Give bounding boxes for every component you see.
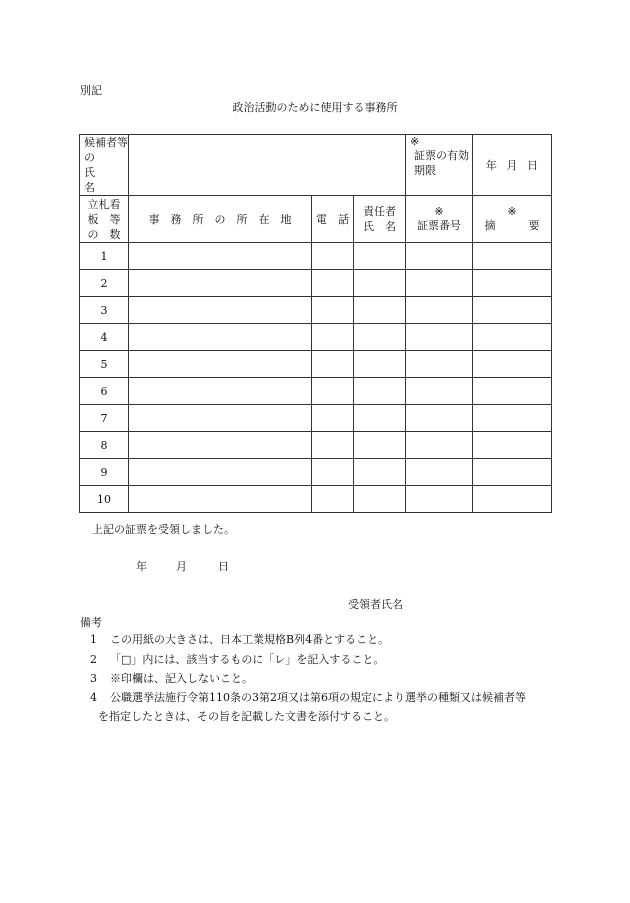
row-number-cell: 2: [80, 270, 129, 297]
header-label: 別記: [80, 84, 102, 97]
summary-cell[interactable]: [473, 405, 552, 432]
manager-cell[interactable]: [354, 351, 406, 378]
row-number-cell: 10: [80, 486, 129, 513]
table-row: [80, 432, 552, 459]
table-row: [80, 324, 552, 351]
candidate-name-label-cell: [80, 135, 129, 196]
address-cell[interactable]: [129, 405, 312, 432]
phone-cell[interactable]: [312, 324, 354, 351]
summary-cell[interactable]: [473, 378, 552, 405]
row-number-cell: 4: [80, 324, 129, 351]
cert-number-cell[interactable]: [406, 297, 473, 324]
signboard-header-line3: の 数: [87, 227, 121, 241]
remark-note-4: [90, 689, 526, 705]
manager-cell[interactable]: [354, 270, 406, 297]
candidate-row: [80, 135, 552, 196]
cert-validity-date-cell[interactable]: [473, 135, 552, 196]
cert-number-cell[interactable]: [406, 405, 473, 432]
acknowledgement-date: [136, 558, 229, 574]
acknowledgement-text: 上記の証票を受領しました。: [92, 523, 235, 536]
cert-number-cell[interactable]: [406, 270, 473, 297]
remark-note-3: [90, 670, 253, 686]
manager-cell[interactable]: [354, 432, 406, 459]
candidate-label-line1: 候補者等の: [84, 136, 128, 164]
ack-year: 年: [136, 560, 147, 573]
row-number-cell: 5: [80, 351, 129, 378]
col-header-summary: [473, 196, 552, 243]
cert-validity-mark: ※: [410, 135, 420, 148]
address-cell[interactable]: [129, 432, 312, 459]
validity-month: 月: [506, 158, 518, 172]
manager-cell[interactable]: [354, 459, 406, 486]
manager-cell[interactable]: [354, 405, 406, 432]
address-cell[interactable]: [129, 486, 312, 513]
ack-month: 月: [176, 560, 187, 573]
address-cell[interactable]: [129, 297, 312, 324]
phone-cell[interactable]: [312, 432, 354, 459]
note-number: 4: [90, 691, 97, 704]
candidate-label-line2: 氏 名: [84, 166, 128, 194]
recipient-name-label: 受領者氏名: [348, 598, 403, 611]
manager-cell[interactable]: [354, 486, 406, 513]
cert-number-cell[interactable]: [406, 459, 473, 486]
table-row: [80, 486, 552, 513]
row-number-cell: 9: [80, 459, 129, 486]
manager-cell[interactable]: [354, 297, 406, 324]
manager-cell[interactable]: [354, 378, 406, 405]
address-cell[interactable]: [129, 378, 312, 405]
summary-label: 摘 要: [484, 218, 540, 232]
address-cell[interactable]: [129, 351, 312, 378]
cert-number-cell[interactable]: [406, 378, 473, 405]
phone-cell[interactable]: [312, 243, 354, 270]
candidate-name-value-cell[interactable]: [129, 135, 406, 196]
phone-cell[interactable]: [312, 351, 354, 378]
note-number: 1: [90, 633, 97, 646]
signboard-header-line2: 板 等: [87, 212, 121, 226]
manager-cell[interactable]: [354, 243, 406, 270]
phone-cell[interactable]: [312, 378, 354, 405]
manager-cell[interactable]: [354, 324, 406, 351]
remark-note-2: [90, 651, 384, 667]
summary-cell[interactable]: [473, 351, 552, 378]
phone-cell[interactable]: [312, 486, 354, 513]
cert-number-cell[interactable]: [406, 486, 473, 513]
remark-note-1: [90, 631, 389, 647]
cert-number-cell[interactable]: [406, 351, 473, 378]
col-header-address: 事 務 所 の 所 在 地: [129, 196, 312, 243]
table-row: [80, 459, 552, 486]
note-text: この用紙の大きさは、日本工業規格B列4番とすること。: [110, 633, 390, 646]
table-row: [80, 270, 552, 297]
row-number-cell: 6: [80, 378, 129, 405]
table-row: [80, 378, 552, 405]
summary-cell[interactable]: [473, 432, 552, 459]
col-header-signboards: [80, 196, 129, 243]
cert-number-cell[interactable]: [406, 324, 473, 351]
remark-note-4-continued: を指定したときは、その旨を記載した文書を添付すること。: [98, 710, 395, 723]
document-title: 政治活動のために使用する事務所: [232, 101, 398, 114]
summary-cell[interactable]: [473, 459, 552, 486]
cert-validity-line2: 期限: [414, 164, 437, 177]
validity-day: 日: [527, 158, 539, 172]
row-number-cell: 8: [80, 432, 129, 459]
cert-validity-label-cell: [406, 135, 473, 196]
cert-number-mark: ※: [434, 204, 444, 218]
table-row: [80, 351, 552, 378]
phone-cell[interactable]: [312, 270, 354, 297]
cert-number-cell[interactable]: [406, 243, 473, 270]
summary-mark: ※: [507, 204, 517, 218]
address-cell[interactable]: [129, 459, 312, 486]
cert-number-label: 証票番号: [417, 218, 462, 232]
row-number-cell: 3: [80, 297, 129, 324]
remarks-heading: 備考: [80, 616, 102, 629]
phone-cell[interactable]: [312, 297, 354, 324]
phone-cell[interactable]: [312, 405, 354, 432]
ack-day: 日: [218, 560, 229, 573]
cert-validity-line1: 証票の有効: [414, 149, 470, 162]
address-cell[interactable]: [129, 270, 312, 297]
note-text: 「□」内には、該当するものに「レ」を記入すること。: [110, 653, 385, 666]
note-number: 2: [90, 653, 97, 666]
col-header-manager: [354, 196, 406, 243]
table-row: [80, 405, 552, 432]
col-header-phone: 電 話: [312, 196, 354, 243]
signboard-header-line1: 立札看: [87, 197, 121, 211]
note-number: 3: [90, 672, 97, 685]
summary-cell[interactable]: [473, 243, 552, 270]
manager-header-line1: 責任者: [363, 205, 396, 218]
summary-cell[interactable]: [473, 297, 552, 324]
phone-cell[interactable]: [312, 459, 354, 486]
summary-cell[interactable]: [473, 324, 552, 351]
summary-cell[interactable]: [473, 486, 552, 513]
validity-year: 年: [485, 158, 497, 172]
note-text: ※印欄は、記入しないこと。: [110, 672, 253, 685]
address-cell[interactable]: [129, 324, 312, 351]
address-cell[interactable]: [129, 243, 312, 270]
table-row: [80, 297, 552, 324]
cert-number-cell[interactable]: [406, 432, 473, 459]
note-text: 公職選挙法施行令第110条の3第2項又は第6項の規定により選挙の種類又は候補者等: [110, 691, 526, 704]
column-header-row: [80, 196, 552, 243]
office-table: [79, 134, 552, 513]
summary-cell[interactable]: [473, 270, 552, 297]
row-number-cell: 1: [80, 243, 129, 270]
table-row: [80, 243, 552, 270]
col-header-cert-number: [406, 196, 473, 243]
row-number-cell: 7: [80, 405, 129, 432]
manager-header-line2: 氏 名: [363, 220, 396, 233]
